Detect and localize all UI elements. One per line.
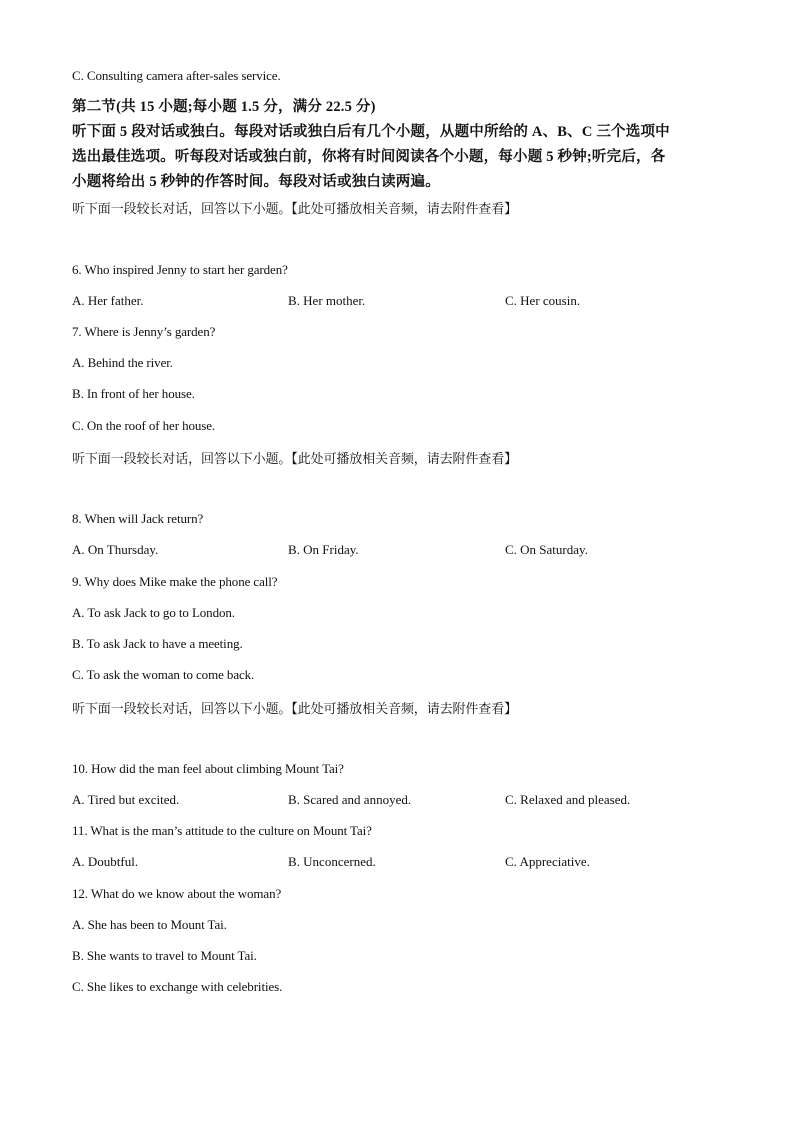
option-c: C. Relaxed and pleased.	[505, 792, 631, 807]
option-b: B. To ask Jack to have a meeting.	[72, 636, 243, 651]
instruction-line: 听下面 5 段对话或独白。每段对话或独白后有几个小题，从题中所给的 A、B、C 三个选项中	[72, 124, 670, 140]
option-c: C. Her cousin.	[505, 293, 581, 308]
option-c: C. On the roof of her house.	[72, 418, 216, 433]
option-a: A. Her father.	[72, 293, 144, 308]
question-12: 12. What do we know about the woman?	[72, 886, 282, 901]
option-c: C. To ask the woman to come back.	[72, 667, 255, 682]
option-b: B. Scared and annoyed.	[288, 792, 412, 807]
option-c: C. She likes to exchange with celebrities.	[72, 979, 283, 994]
audio-note: 听下面一段较长对话，回答以下小题。【此处可播放相关音频，请去附件查看】	[72, 202, 518, 217]
option-c: C. On Saturday.	[505, 542, 588, 557]
option-a: A. To ask Jack to go to London.	[72, 605, 235, 620]
instruction-line: 选出最佳选项。听每段对话或独白前，你将有时间阅读各个小题，每小题 5 秒钟;听完后，各	[72, 149, 666, 165]
question-11: 11. What is the man’s attitude to the culture on Mount Tai?	[72, 823, 372, 838]
option-a: A. She has been to Mount Tai.	[72, 917, 227, 932]
option-b: B. In front of her house.	[72, 386, 195, 401]
option-b: B. Unconcerned.	[288, 854, 376, 869]
question-10: 10. How did the man feel about climbing Mount Tai?	[72, 761, 344, 776]
audio-note: 听下面一段较长对话，回答以下小题。【此处可播放相关音频，请去附件查看】	[72, 452, 518, 467]
option-c: C. Appreciative.	[505, 854, 590, 869]
question-8: 8. When will Jack return?	[72, 511, 204, 526]
option-b: B. Her mother.	[288, 293, 366, 308]
option-a: A. Behind the river.	[72, 355, 173, 370]
question-6: 6. Who inspired Jenny to start her garden?	[72, 262, 288, 277]
option-c-line: C. Consulting camera after-sales service.	[72, 68, 281, 83]
audio-note: 听下面一段较长对话，回答以下小题。【此处可播放相关音频，请去附件查看】	[72, 702, 518, 717]
option-a: A. Tired but excited.	[72, 792, 180, 807]
option-a: A. On Thursday.	[72, 542, 159, 557]
question-7: 7. Where is Jenny’s garden?	[72, 324, 216, 339]
option-b: B. She wants to travel to Mount Tai.	[72, 948, 257, 963]
option-a: A. Doubtful.	[72, 854, 139, 869]
option-b: B. On Friday.	[288, 542, 359, 557]
instruction-line: 小题将给出 5 秒钟的作答时间。每段对话或独白读两遍。	[72, 174, 440, 190]
section-heading: 第二节(共 15 小题;每小题 1.5 分，满分 22.5 分)	[72, 99, 376, 115]
question-9: 9. Why does Mike make the phone call?	[72, 574, 278, 589]
